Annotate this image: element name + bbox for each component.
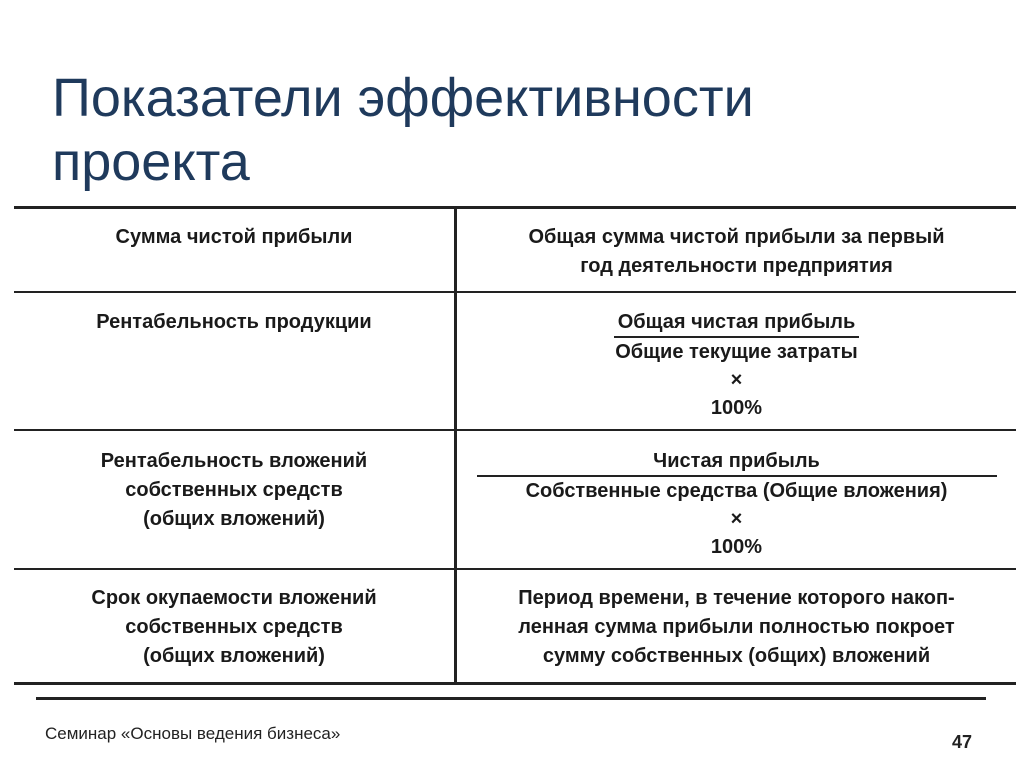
metric-name-line: Рентабельность вложений [100, 450, 368, 472]
formula-fraction [614, 308, 860, 367]
definition-line: год деятельности предприятия [580, 255, 893, 277]
definition-line: Период времени, в течение которого накоп- [518, 587, 955, 609]
definition-line: Общая сумма чистой прибыли за первый [528, 226, 945, 248]
table-row [14, 208, 1016, 293]
metric-name-line: собственных средств [125, 616, 343, 638]
percent-factor: 100% [710, 397, 763, 419]
metric-name-cell [14, 569, 456, 684]
formula-numerator: Чистая прибыль [477, 448, 997, 477]
metric-name-line: (общих вложений) [143, 508, 325, 530]
multiply-sign: × [730, 508, 743, 530]
metric-definition-cell [456, 208, 1017, 293]
footer-seminar-name: Семинар «Основы ведения бизнеса» [45, 724, 341, 743]
table-row [14, 569, 1016, 684]
formula-fraction [477, 447, 997, 506]
metric-formula-cell [456, 292, 1017, 430]
formula-numerator: Общая чистая прибыль [614, 309, 860, 338]
metric-name-cell [14, 430, 456, 569]
table-row [14, 292, 1016, 430]
metric-name: Сумма чистой прибыли [115, 226, 353, 248]
slide-title [52, 66, 992, 194]
metric-name-cell [14, 208, 456, 293]
metrics-table-container [14, 206, 1016, 685]
multiply-sign: × [730, 369, 743, 391]
slide-title-line1: Показатели эффективности [52, 68, 754, 129]
metrics-table [14, 206, 1016, 685]
metric-formula-cell [456, 430, 1017, 569]
footer-divider [36, 697, 986, 700]
definition-line: сумму собственных (общих) вложений [542, 645, 931, 667]
table-row [14, 430, 1016, 569]
metric-name: Рентабельность продукции [96, 311, 372, 333]
slide-title-line2: проекта [52, 132, 250, 193]
formula-denominator: Общие текущие затраты [615, 341, 858, 363]
metric-definition-cell [456, 569, 1017, 684]
metric-name-line: (общих вложений) [143, 645, 325, 667]
formula-denominator: Собственные средства (Общие вложения) [525, 480, 948, 502]
metric-name-line: собственных средств [125, 479, 343, 501]
percent-factor: 100% [710, 536, 763, 558]
page-number: 47 [951, 732, 972, 752]
metric-name-line: Срок окупаемости вложений [91, 587, 377, 609]
definition-line: ленная сумма прибыли полностью покроет [518, 616, 955, 638]
metric-name-cell [14, 292, 456, 430]
